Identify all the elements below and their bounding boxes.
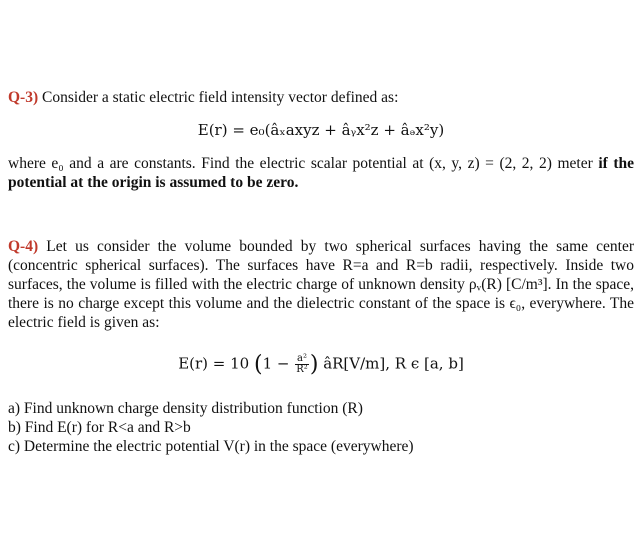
q4-body-text: Let us consider the volume bounded by two spherical surfaces having the same center (concentric spherical surfaces). The surfaces have R=a and R=b radii, respectively. Inside two surfaces, the volume is filled with the electric charge of unknown density ρᵥ(R) [C/m³]. In the space, there is no charge except this volume and the dielectric constant of the space is ϵ₀, everywhere. The electric field is given as: (8, 238, 635, 331)
q4-body (8, 237, 634, 332)
q4-part-a: a) Find unknown charge density distribution function (R) (8, 400, 363, 417)
q4-eq-lhs: E(r) = 10 (178, 354, 250, 373)
q4-eq-paren-close: ) (309, 352, 319, 377)
q4-frac-numerator: a² (297, 353, 308, 364)
q4-part-c: c) Determine the electric potential V(r) in the space (everywhere) (8, 438, 414, 455)
q4-equation (8, 354, 634, 375)
question-4 (8, 237, 634, 456)
q4-eq-fraction (295, 354, 309, 375)
q4-eq-paren-open: ( (254, 352, 263, 377)
q3-label: Q-3) (8, 89, 39, 106)
q3-body (8, 154, 634, 192)
q4-eq-one-minus: 1 − (262, 354, 290, 373)
q3-intro: Consider a static electric field intensity vector defined as: (42, 89, 399, 106)
q3-bold-condition: if the potential at the origin is assumed to be zero. (8, 155, 634, 191)
q3-body-text: where e₀ and a are constants. Find the electric scalar potential at (x, y, z) = (2, 2, 2) meter (8, 155, 593, 172)
question-3 (8, 88, 634, 192)
q4-parts-list (8, 399, 634, 456)
q4-frac-denominator: R² (296, 364, 308, 375)
q3-intro-line (8, 88, 634, 107)
q4-part-b: b) Find E(r) for R<a and R>b (8, 419, 191, 436)
q4-eq-rhs: âR[V/m], R ϵ [a, b] (323, 354, 464, 373)
q4-label: Q-4) (8, 238, 39, 255)
q3-equation: E(r) = e₀(âₓaxyz + âᵧx²z + âₔx²y) (197, 121, 445, 139)
